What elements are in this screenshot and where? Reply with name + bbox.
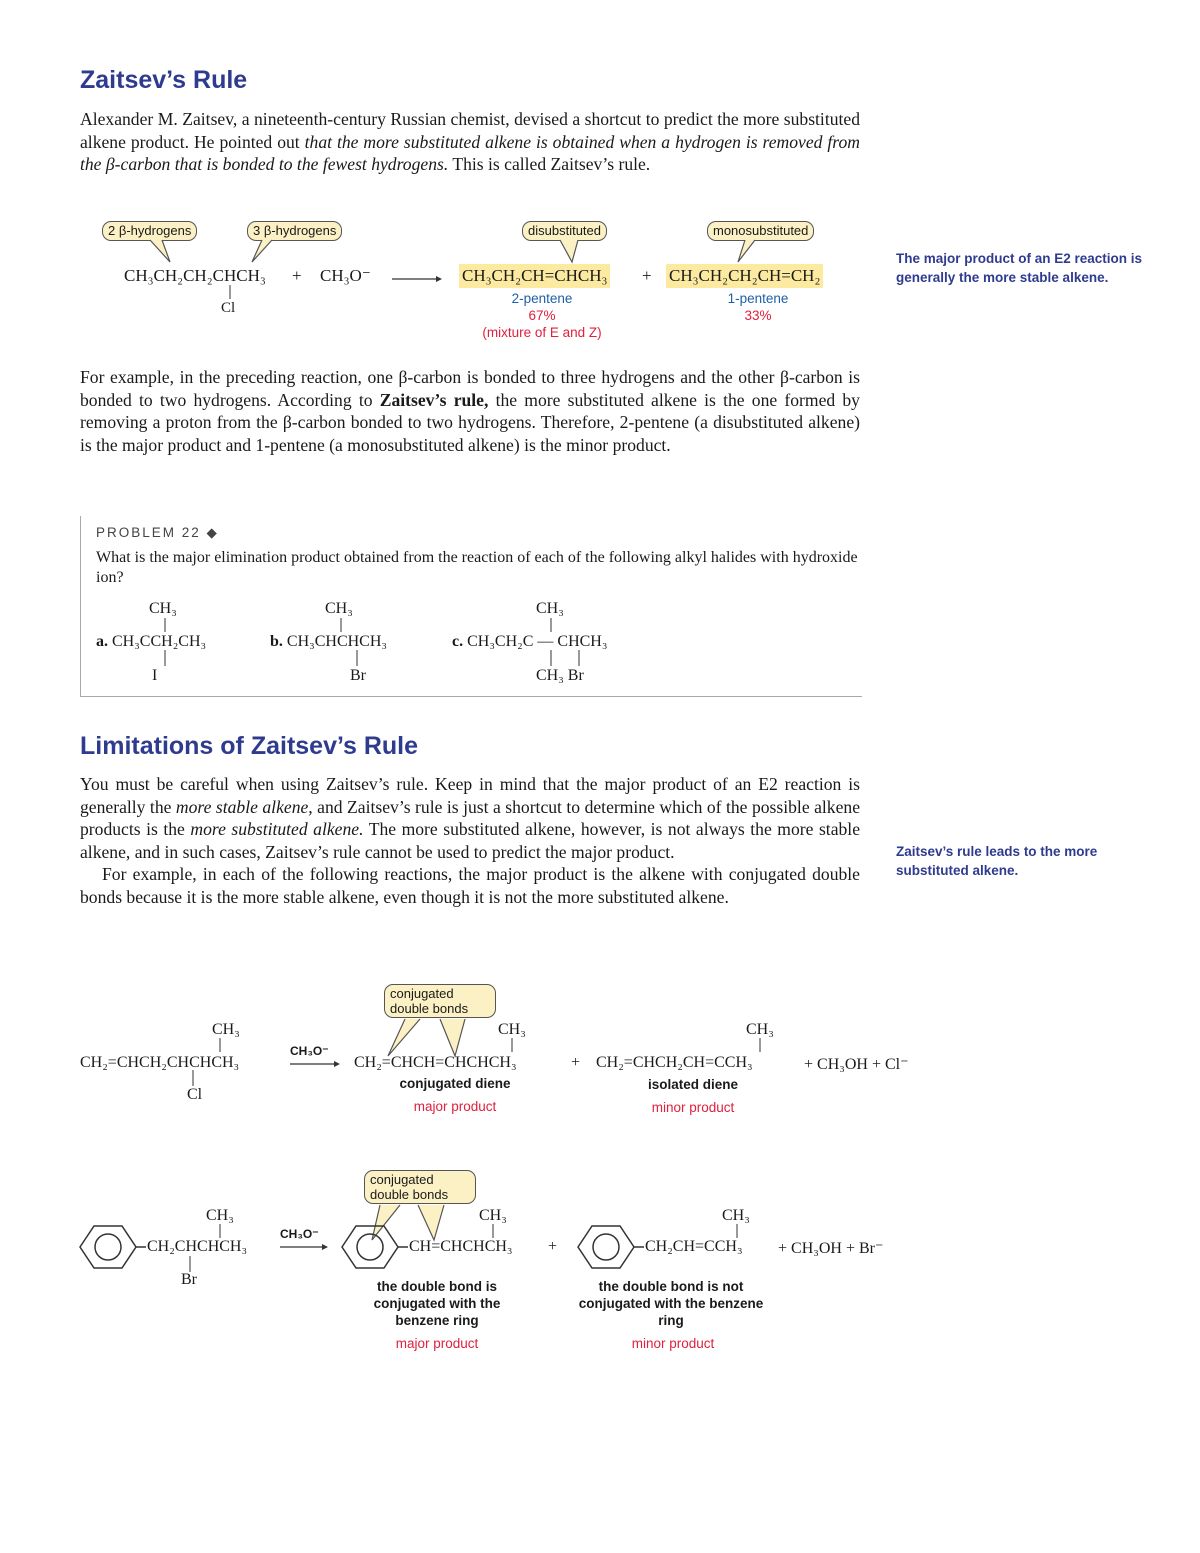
benzene-ring-icon [578, 1226, 644, 1268]
r2-byproducts: + CH₃OH + Cl⁻ [804, 1056, 909, 1073]
r2-p2-top: CH₃ [746, 1021, 774, 1038]
r3-product-major: CH=CHCHCH₃ [409, 1238, 513, 1255]
problem-text: What is the major elimination product obtained from the reaction of each of the following alkyl halides with hydroxide ion? [96, 549, 858, 586]
part-a-bottom: I [152, 667, 158, 684]
example-text-1: For example, in the preceding reaction, one β-carbon is bonded to three hydrogens and the other β-carbon is bonded to two hydrogens. According to [80, 367, 860, 410]
r3-note-conjugated: the double bond is conjugated with the benzene ring [373, 1279, 501, 1328]
bubble-monosubstituted: monosubstituted [707, 221, 814, 241]
r3-note-not-conjugated: the double bond is not conjugated with the benzene ring [578, 1279, 764, 1328]
part-c-label: c. [452, 633, 464, 650]
r2-reactant-top: CH₃ [212, 1021, 240, 1038]
lim-italic-1: more stable alkene, [175, 796, 313, 817]
bubble-disubstituted: disubstituted [522, 221, 607, 241]
part-a-top: CH₃ [149, 600, 177, 617]
part-b-label: b. [270, 633, 283, 650]
r2-product-minor: CH₂=CHCH₂CH=CCH₃ [596, 1054, 753, 1071]
r3-p2-top: CH₃ [722, 1207, 750, 1224]
r2-label-minor: minor product [651, 1100, 735, 1115]
bubble-conjugated-2: conjugated double bonds [364, 1170, 476, 1204]
r3-plus: + [548, 1238, 558, 1255]
r3-label-minor: minor product [631, 1336, 715, 1351]
lim-text-1: You must be careful when using Zaitsev’s rule. Keep in mind that the major product of an E2 reaction is generally the [80, 774, 860, 817]
product-2-pentene: CH₃CH₂CH=CHCH₃ [459, 264, 610, 288]
label-2-pentene: 2-pentene [511, 291, 573, 306]
r3-label-major: major product [395, 1336, 479, 1351]
r3-reactant-top: CH₃ [206, 1207, 234, 1224]
intro-italic: that the more substituted alkene is obtained when a hydrogen is removed from the β-carbon that is bonded to the fewest hydrogens. [80, 131, 860, 174]
intro-text-2: This is called Zaitsev’s rule. [448, 154, 651, 174]
lim-italic-2: more substituted alkene. [190, 819, 364, 839]
benzene-ring-icon [80, 1226, 146, 1268]
bubble-conjugated-1: conjugated double bonds [384, 984, 496, 1018]
reactant-1: CH₃CH₂CH₂CHCH₃ [124, 266, 266, 285]
part-c-bottom: CH₃ Br [536, 667, 584, 684]
section-heading-limitations: Limitations of Zaitsev’s Rule [80, 732, 419, 760]
label-mixture-e-z: (mixture of E and Z) [482, 325, 602, 340]
r3-p1-top: CH₃ [479, 1207, 507, 1224]
label-1-pentene: 1-pentene [727, 291, 789, 306]
r3-reagent: CH₃O⁻ [280, 1227, 319, 1241]
intro-text-1: Alexander M. Zaitsev, a nineteenth-century Russian chemist, devised a shortcut to predict the more substituted alkene product. He pointed out [80, 109, 860, 152]
plus-sign: + [292, 266, 302, 285]
r2-reactant: CH₂=CHCH₂CHCHCH₃ [80, 1054, 240, 1071]
product-1-pentene: CH₃CH₂CH₂CH=CH₂ [666, 264, 823, 288]
lim-text-3: The more substituted alkene, however, is not always the more stable alkene, and in such cases, Zaitsev’s rule cannot be used to predict the major product. [80, 819, 861, 862]
part-c-top: CH₃ [536, 600, 564, 617]
r3-reactant-bottom: Br [181, 1271, 197, 1288]
r2-product-major: CH₂=CHCH=CHCHCH₃ [354, 1054, 517, 1071]
part-b-formula: CH₃CHCHCH₃ [286, 633, 387, 650]
plus-sign: + [642, 266, 652, 285]
r3-product-minor: CH₂CH=CCH₃ [645, 1238, 743, 1255]
r3-byproducts: + CH₃OH + Br⁻ [778, 1240, 884, 1257]
margin-note-zaitsev: Zaitsev’s rule leads to the more substituted alkene. [896, 844, 1098, 878]
r3-reactant: CH₂CHCHCH₃ [147, 1238, 248, 1255]
part-a-formula: CH₃CCH₂CH₃ [112, 633, 207, 650]
lim-example-text: For example, in each of the following reactions, the major product is the alkene with conjugated double bonds because it is the more stable alkene, even though it is not the more substituted alkene. [80, 864, 860, 907]
part-b-top: CH₃ [325, 600, 353, 617]
r2-label-major: major product [413, 1099, 497, 1114]
margin-note-e2: The major product of an E2 reaction is generally the more stable alkene. [896, 251, 1143, 285]
r2-reagent: CH₃O⁻ [290, 1044, 329, 1058]
example-text-2: the more substituted alkene is the one formed by removing a proton from the β-carbon bonded to two hydrogens. Therefore, 2-pentene (a disubstituted alkene) is the major product and 1-pentene (a monosubstituted alkene) is the minor product. [80, 389, 860, 455]
r2-p1-top: CH₃ [498, 1021, 526, 1038]
problem-title: PROBLEM 22 ◆ [96, 525, 219, 540]
r2-label-isolated-diene: isolated diene [647, 1077, 739, 1092]
zaitsev-rule-bold: Zaitsev’s rule, [379, 389, 489, 410]
part-a-label: a. [96, 633, 108, 650]
part-c-formula: CH₃CH₂C — CHCH₃ [467, 633, 608, 650]
r2-label-conjugated-diene: conjugated diene [399, 1076, 511, 1091]
label-33-percent: 33% [744, 308, 772, 323]
bubble-2-beta-hydrogens: 2 β-hydrogens [102, 221, 197, 241]
part-b-bottom: Br [350, 667, 366, 684]
section-heading-zaitsev: Zaitsev’s Rule [80, 66, 248, 94]
reactant-1-substituent: Cl [221, 300, 236, 316]
r2-reactant-bottom: Cl [187, 1086, 203, 1103]
r2-plus: + [571, 1054, 581, 1071]
label-67-percent: 67% [528, 308, 556, 323]
base-methoxide: CH₃O⁻ [320, 266, 371, 285]
bubble-3-beta-hydrogens: 3 β-hydrogens [247, 221, 342, 241]
lim-text-2: and Zaitsev’s rule is just a shortcut to determine which of the possible alkene products is the [80, 796, 861, 839]
